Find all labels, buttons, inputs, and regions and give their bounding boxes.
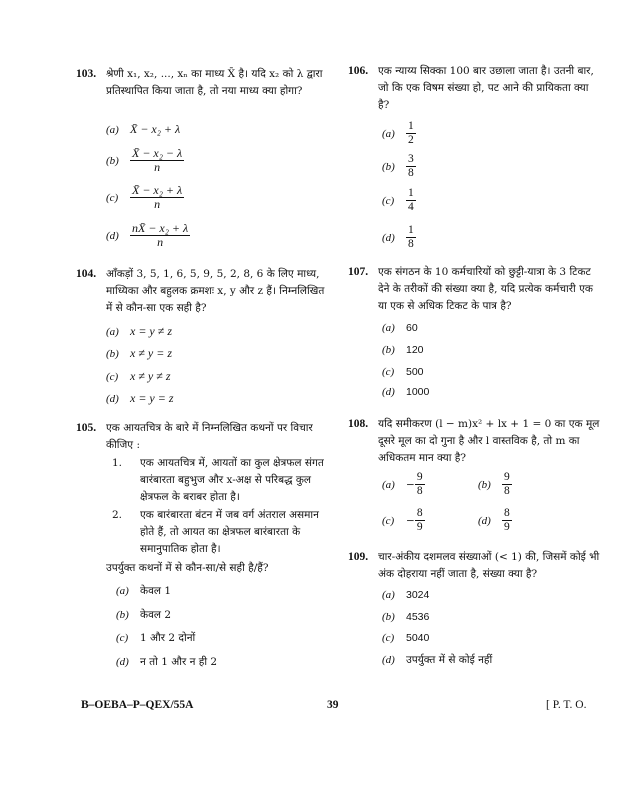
- question-number: 107.: [348, 266, 369, 278]
- statement-1: 1. एक आयतचित्र में, आयतों का कुल क्षेत्रफल संगत बारंबारता बहुभुज और x-अक्ष से परिबद्ध कुल क्षेत्रफल के बराबर होता है।: [112, 457, 324, 503]
- question-105-prompt: उपर्युक्त कथनों में से कौन-सा/से सही है/हैं?: [106, 562, 269, 574]
- option-103-a[interactable]: (a) X̄ − x₂ + λ: [106, 122, 181, 136]
- fraction: $\frac{1}{2}$: [408, 120, 414, 146]
- option-107-d[interactable]: (d) 1000: [382, 386, 430, 398]
- option-108-c[interactable]: (c) − $\frac{8}{9}$: [382, 507, 423, 533]
- option-105-a[interactable]: (a) केवल 1: [116, 585, 172, 597]
- option-103-d[interactable]: (d) $\frac{\text{nX̄ − x₂ + λ}}{n}$: [106, 221, 189, 249]
- question-text: चार-अंकीय दशमलव संख्याओं (< 1) की, जिसमें कोई भी अंक दोहराया नहीं जाता है, संख्या क्या है?: [378, 551, 600, 580]
- booklet-code: B–OEBA–P–QEX/55A: [81, 699, 194, 711]
- option-108-a[interactable]: (a) − $\frac{9}{8}$: [382, 471, 423, 497]
- question-number: 104.: [76, 268, 97, 280]
- fraction: $\frac{1}{4}$: [408, 187, 414, 213]
- fraction: $\frac{\text{nX̄ − x₂ + λ}}{n}$: [132, 221, 189, 249]
- question-103: [78, 66, 328, 100]
- fraction: $\frac{9}{8}$: [504, 471, 510, 497]
- option-109-d[interactable]: (d) उपर्युक्त में से कोई नहीं: [382, 654, 493, 666]
- option-104-d[interactable]: (d) x = y = z: [106, 391, 174, 405]
- question-number: 103.: [76, 68, 97, 80]
- question-number: 105.: [76, 422, 97, 434]
- fraction: $\frac{9}{8}$: [416, 471, 423, 497]
- question-text: एक न्याय्य सिक्का 100 बार उछाला जाता है। उतनी बार, जो कि एक विषम संख्या हो, पट आने की प्रायिकता क्या है?: [378, 65, 594, 111]
- option-106-c[interactable]: (c) $\frac{1}{4}$: [382, 187, 414, 213]
- question-108: [350, 416, 602, 467]
- page-number: 39: [327, 699, 339, 711]
- option-105-c[interactable]: (c) 1 और 2 दोनों: [116, 632, 196, 644]
- option-108-b[interactable]: (b) $\frac{9}{8}$: [478, 471, 510, 497]
- option-105-d[interactable]: (d) न तो 1 और न ही 2: [116, 656, 218, 668]
- question-text: आँकड़ों 3, 5, 1, 6, 5, 9, 5, 2, 8, 6 के लिए माध्य, माध्यिका और बहुलक क्रमशः x, y और z हैं। निम्नलिखित में से कौन-सा एक सही है?: [106, 268, 325, 314]
- option-109-c[interactable]: (c) 5040: [382, 632, 430, 644]
- option-104-a[interactable]: (a) x = y ≠ z: [106, 324, 173, 338]
- option-103-b[interactable]: (b) $\frac{\text{X̄ − x₂ − λ}}{n}$: [106, 146, 183, 174]
- option-105-b[interactable]: (b) केवल 2: [116, 609, 172, 621]
- pto-label: [ P. T. O.: [546, 699, 587, 711]
- question-number: 106.: [348, 65, 369, 77]
- option-109-a[interactable]: (a) 3024: [382, 589, 430, 601]
- question-109: [350, 549, 602, 583]
- question-text: श्रेणी x₁, x₂, ..., xₙ का माध्य X̄ है। यदि x₂ को λ द्वारा प्रतिस्थापित किया जाता है, तो नया माध्य क्या होगा?: [106, 68, 323, 97]
- question-107: [350, 264, 602, 315]
- fraction: $\frac{\text{X̄ − x₂ + λ}}{n}$: [132, 183, 183, 211]
- option-108-d[interactable]: (d) $\frac{8}{9}$: [478, 507, 510, 533]
- question-text: एक संगठन के 10 कर्मचारियों को छुट्टी-यात्रा के 3 टिकट देने के तरीकों की संख्या क्या है, यदि प्रत्येक कर्मचारी एक या एक से अधिक टिकट के पात्र है?: [378, 266, 593, 312]
- question-number: 109.: [348, 551, 369, 563]
- question-106: [350, 63, 600, 114]
- fraction: $\frac{8}{9}$: [504, 507, 510, 533]
- question-104: [78, 266, 328, 317]
- statement-2: 2. एक बारंबारता बंटन में जब वर्ग अंतराल असमान होते हैं, तो आयत का क्षेत्रफल बारंबारता के समानुपातिक होता है।: [112, 509, 319, 555]
- question-text: एक आयतचित्र के बारे में निम्नलिखित कथनों पर विचार कीजिए :: [106, 422, 313, 451]
- fraction: $\frac{\text{X̄ − x₂ − λ}}{n}$: [132, 146, 183, 174]
- option-109-b[interactable]: (b) 4536: [382, 611, 430, 623]
- question-number: 108.: [348, 418, 369, 430]
- option-103-c[interactable]: (c) $\frac{\text{X̄ − x₂ + λ}}{n}$: [106, 183, 183, 211]
- option-104-b[interactable]: (b) x ≠ y = z: [106, 346, 173, 360]
- fraction: $\frac{8}{9}$: [416, 507, 423, 533]
- option-104-c[interactable]: (c) x ≠ y ≠ z: [106, 369, 171, 383]
- option-106-a[interactable]: (a) $\frac{1}{2}$: [382, 120, 414, 146]
- fraction: $\frac{1}{8}$: [408, 224, 414, 250]
- option-106-d[interactable]: (d) $\frac{1}{8}$: [382, 224, 414, 250]
- option-107-b[interactable]: (b) 120: [382, 344, 424, 356]
- fraction: $\frac{3}{8}$: [408, 153, 414, 179]
- option-106-b[interactable]: (b) $\frac{3}{8}$: [382, 153, 414, 179]
- question-text: यदि समीकरण (l − m)x² + lx + 1 = 0 का एक मूल दूसरे मूल का दो गुना है और l वास्तविक है, तो m का अधिकतम मान क्या है?: [378, 418, 600, 464]
- option-107-c[interactable]: (c) 500: [382, 366, 424, 378]
- option-107-a[interactable]: (a) 60: [382, 322, 418, 334]
- question-105: [78, 420, 330, 454]
